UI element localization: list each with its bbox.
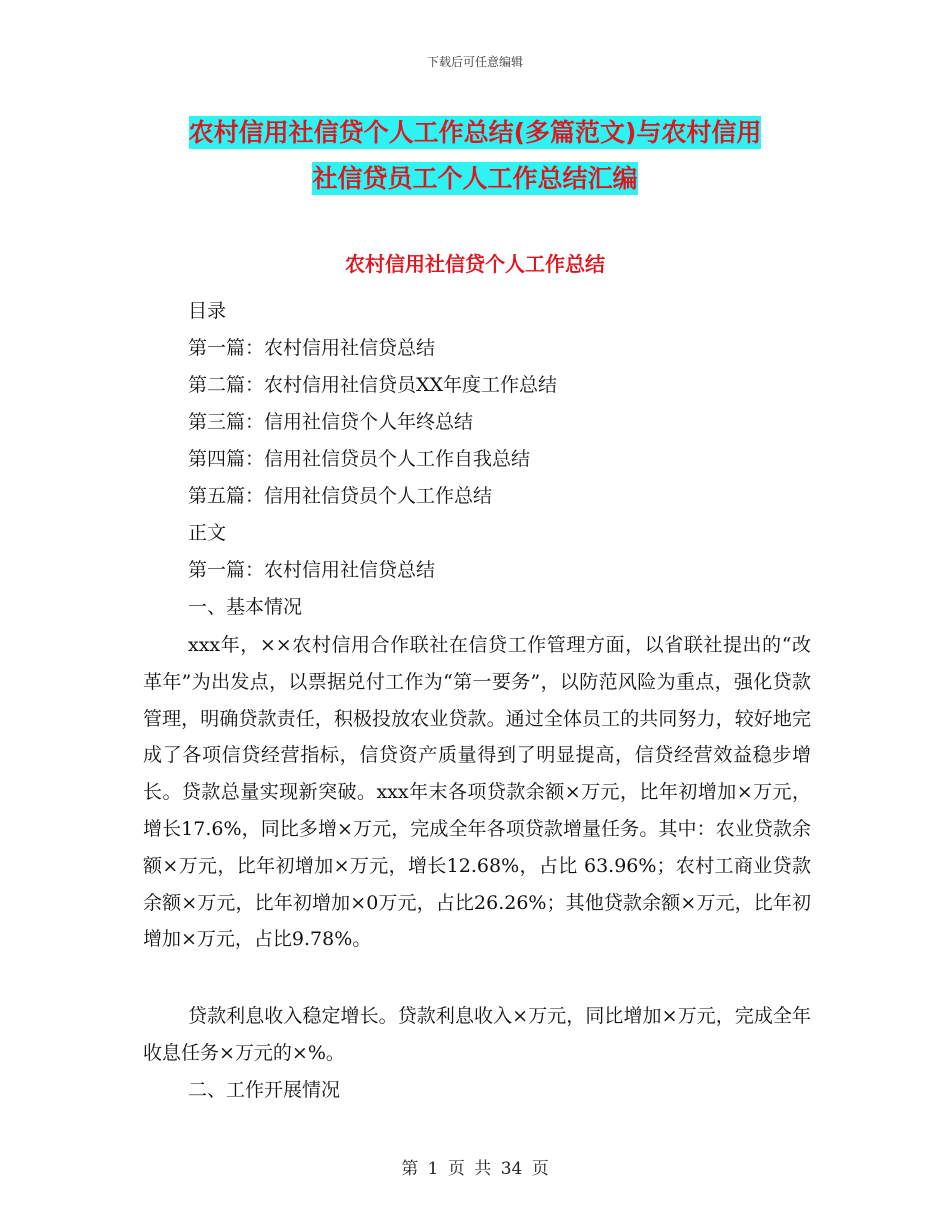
chapter-heading: 第一篇：农村信用社信贷总结 bbox=[188, 559, 436, 581]
toc-item: 第五篇：信用社信贷员个人工作总结 bbox=[188, 485, 493, 507]
toc-item: 第四篇：信用社信贷员个人工作自我总结 bbox=[188, 448, 531, 470]
page-number: 第 1 页 共 34 页 bbox=[401, 1159, 549, 1179]
body-label: 正文 bbox=[188, 522, 227, 544]
title-line-2: 社信贷员工个人工作总结汇编 bbox=[312, 164, 638, 193]
header-note: 下载后可任意编辑 bbox=[426, 55, 523, 69]
table-of-contents bbox=[188, 293, 557, 626]
document-title bbox=[140, 110, 810, 202]
toc-item: 第二篇：农村信用社信贷员XX年度工作总结 bbox=[188, 374, 558, 396]
title-line-1: 农村信用社信贷个人工作总结(多篇范文)与农村信用 bbox=[188, 118, 762, 147]
section-heading: 二、工作开展情况 bbox=[188, 1079, 341, 1101]
section-title: 农村信用社信贷个人工作总结 bbox=[345, 252, 605, 276]
toc-item: 第一篇：农村信用社信贷总结 bbox=[188, 337, 436, 359]
toc-heading: 目录 bbox=[188, 300, 227, 322]
paragraph: xxx年，××农村信用合作联社在信贷工作管理方面，以省联社提出的“改革年”为出发点，以票据兑付工作为“第一要务”，以防范风险为重点，强化贷款管理，明确贷款责任，积极投放农业贷款。通过全体员工的共同努力，较好地完成了各项信贷经营指标，信贷资产质量得到了明显提高，信贷经营效益稳步增长。贷款总量实现新突破。xxx年末各项贷款余额×万元，比年初增加×万元，增长17.6%，同比多增×万元，完成全年各项贷款增量任务。其中：农业贷款余额×万元，比年初增加×万元，增长12.68%，占比 63.96%；农村工商业贷款余额×万元，比年初增加×0万元，占比26.26%；其他贷款余额×万元，比年初增加×万元，占比9.78%。 bbox=[143, 634, 811, 951]
section-heading: 一、基本情况 bbox=[188, 596, 303, 618]
toc-item: 第三篇：信用社信贷个人年终总结 bbox=[188, 411, 474, 433]
paragraph: 贷款利息收入稳定增长。贷款利息收入×万元，同比增加×万元，完成全年收息任务×万元的×%。 bbox=[143, 1005, 811, 1064]
